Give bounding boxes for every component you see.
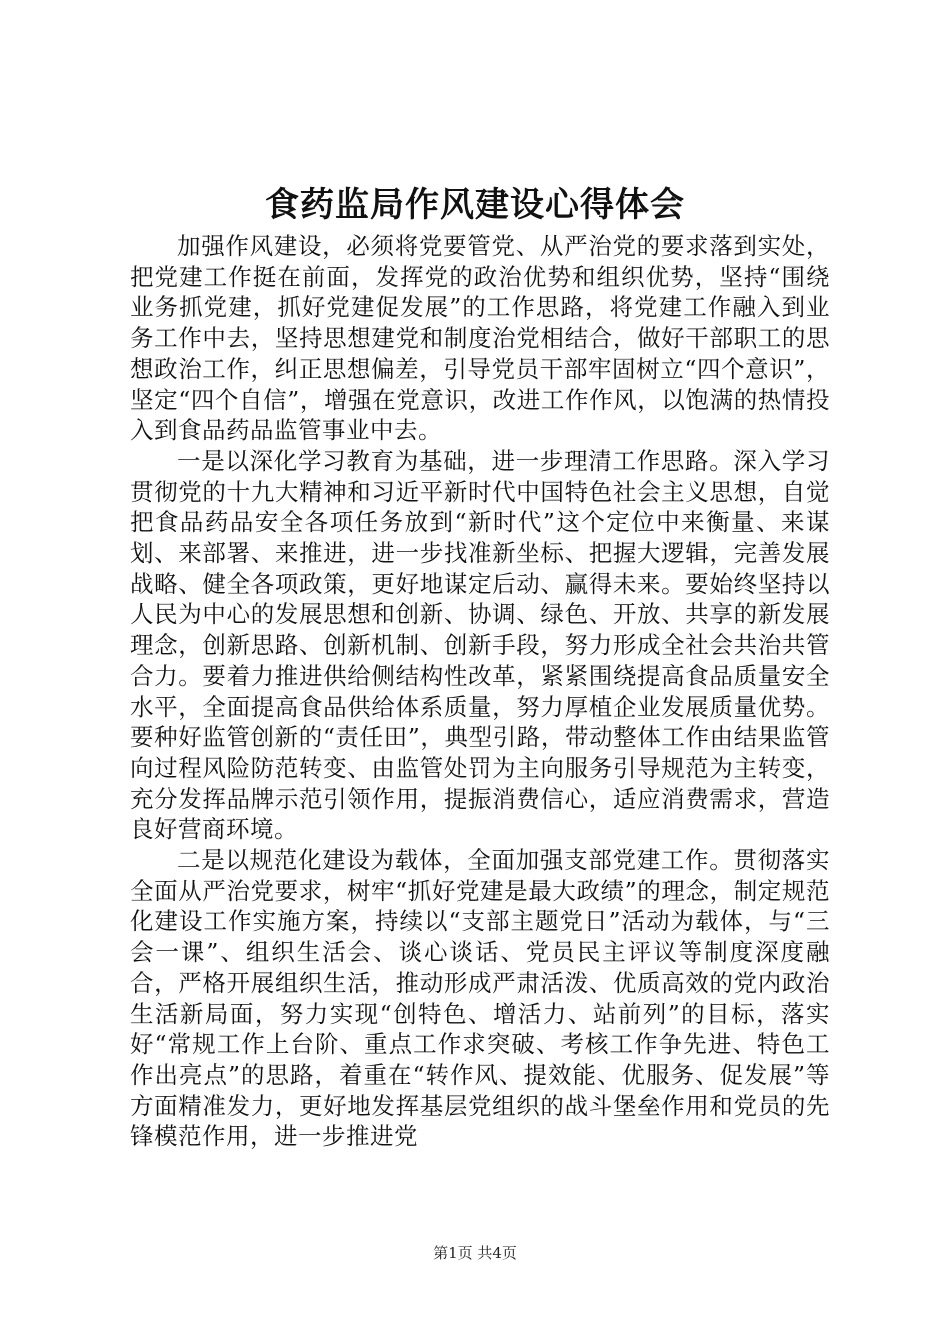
document-body [130,231,830,1152]
paragraph-intro: 加强作风建设，必须将党要管党、从严治党的要求落到实处，把党建工作挺在前面，发挥党的政治优势和组织优势，坚持“围绕业务抓党建，抓好党建促发展”的工作思路，将党建工作融入到业务工作中去，坚持思想建党和制度治党相结合，做好干部职工的思想政治工作，纠正思想偏差，引导党员干部牢固树立“四个意识”，坚定“四个自信”，增强在党意识，改进工作作风，以饱满的热情投入到食品药品监管事业中去。 [130,232,830,445]
paragraph-point-two: 二是以规范化建设为载体，全面加强支部党建工作。贯彻落实全面从严治党要求，树牢“抓好党建是最大政绩”的理念，制定规范化建设工作实施方案，持续以“支部主题党日”活动为载体，与“三会一课”、组织生活会、谈心谈话、党员民主评议等制度深度融合，严格开展组织生活，推动形成严肃活泼、优质高效的党内政治生活新局面，努力实现“创特色、增活力、站前列”的目标，落实好“常规工作上台阶、重点工作求突破、考核工作争先进、特色工作出亮点”的思路，着重在“转作风、提效能、优服务、促发展”等方面精准发力，更好地发挥基层党组织的战斗堡垒作用和党员的先锋模范作用，进一步推进党 [130,846,830,1151]
paragraph-point-one: 一是以深化学习教育为基础，进一步理清工作思路。深入学习贯彻党的十九大精神和习近平新时代中国特色社会主义思想，自觉把食品药品安全各项任务放到“新时代”这个定位中来衡量、来谋划、来部署、来推进，进一步找准新坐标、把握大逻辑，完善发展战略、健全各项政策，更好地谋定后动、赢得未来。要始终坚持以人民为中心的发展思想和创新、协调、绿色、开放、共享的新发展理念，创新思路、创新机制、创新手段，努力形成全社会共治共管合力。要着力推进供给侧结构性改革，紧紧围绕提高食品质量安全水平，全面提高食品供给体系质量，努力厚植企业发展质量优势。要种好监管创新的“责任田”，典型引路，带动整体工作由结果监管向过程风险防范转变、由监管处罚为主向服务引导规范为主转变，充分发挥品牌示范引领作用，提振消费信心，适应消费需求，营造良好营商环境。 [130,446,830,844]
page-number-footer: 第1页 共4页 [433,1244,517,1262]
document-title: 食药监局作风建设心得体会 [265,185,685,225]
